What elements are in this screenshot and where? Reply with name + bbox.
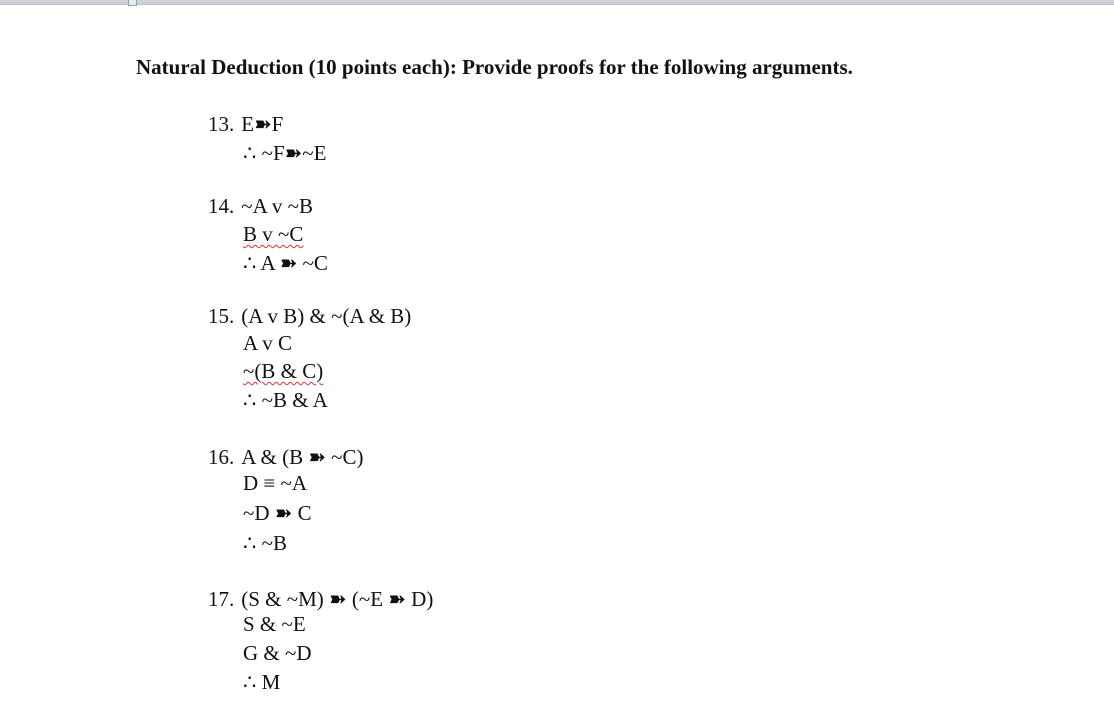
problem-13-premise-1 <box>208 112 283 136</box>
problem-number: 16. <box>208 445 235 469</box>
problem-number: 15. <box>208 304 235 328</box>
problem-number: 14. <box>208 194 235 218</box>
formula: E➽F <box>241 112 284 136</box>
problem-15-conclusion: ∴ ~B & A <box>243 388 328 412</box>
problem-17-premise-3: G & ~D <box>243 641 312 665</box>
problem-15-premise-2: A v C <box>243 331 293 355</box>
problem-14-premise-1 <box>208 194 313 218</box>
problem-17-premise-1 <box>208 587 433 611</box>
problem-number: 17. <box>208 587 235 611</box>
formula: ~A v ~B <box>241 194 313 218</box>
page-title: Natural Deduction (10 points each): Provide proofs for the following arguments. <box>136 55 853 79</box>
formula: (A v B) & ~(A & B) <box>241 304 412 328</box>
problem-16-conclusion: ∴ ~B <box>243 531 287 555</box>
problem-17-premise-2: S & ~E <box>243 612 306 636</box>
problem-number: 13. <box>208 112 235 136</box>
problem-16-premise-1 <box>208 445 364 469</box>
ruler-bar <box>0 0 1114 5</box>
problem-17-conclusion: ∴ M <box>243 670 281 694</box>
problem-14-premise-2: B v ~C <box>243 222 304 246</box>
tab-stop-marker[interactable] <box>128 0 137 6</box>
formula: (S & ~M) ➽ (~E ➽ D) <box>241 587 434 611</box>
problem-14-conclusion: ∴ A ➽ ~C <box>243 251 328 275</box>
problem-13-conclusion: ∴ ~F➽~E <box>243 141 327 165</box>
formula: A & (B ➽ ~C) <box>241 445 364 469</box>
problem-15-premise-1 <box>208 304 411 328</box>
problem-15-premise-3: ~(B & C) <box>243 359 324 383</box>
problem-16-premise-2: D ≡ ~A <box>243 471 308 495</box>
problem-16-premise-3: ~D ➽ C <box>243 501 312 525</box>
